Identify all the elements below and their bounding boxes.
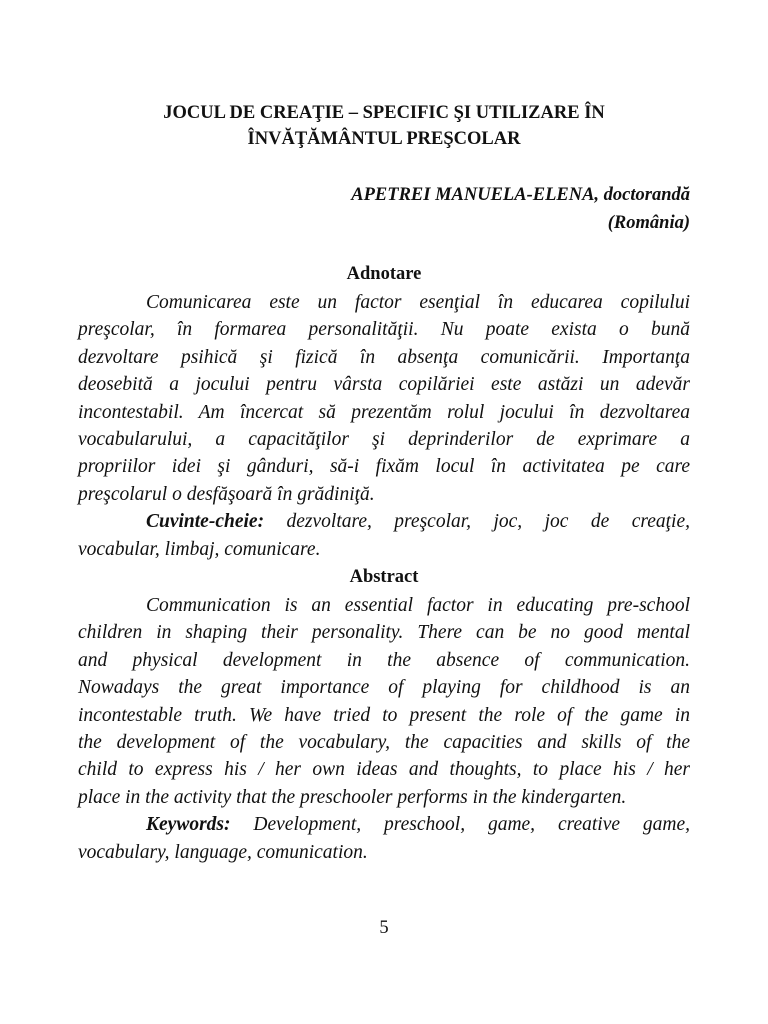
adnotare-keywords-text: dezvoltare, preşcolar, joc, joc de creaţie,	[286, 511, 690, 533]
abstract-line: incontestable truth. We have tried to present the role of the game in	[78, 704, 690, 726]
abstract-line: Communication is an essential factor in educating pre-school	[146, 595, 690, 616]
article-title	[78, 100, 690, 152]
adnotare-keywords	[78, 508, 690, 535]
abstract-line: and physical development in the absence of communication.	[78, 649, 690, 671]
adnotare-line: deosebită a jocului pentru vârsta copilăriei este astăzi un adevăr	[78, 374, 690, 396]
adnotare-heading: Adnotare	[346, 264, 422, 284]
abstract-line: the development of the vocabulary, the capacities and skills of the	[78, 732, 690, 754]
adnotare-keywords-line-2: vocabular, limbaj, comunicare.	[78, 538, 321, 560]
abstract-keywords-label: Keywords:	[146, 814, 231, 836]
abstract-keywords-text: Development, preschool, game, creative game,	[253, 814, 690, 836]
page-number: 5	[379, 918, 389, 938]
adnotare-paragraph	[78, 289, 690, 563]
adnotare-line: preşcolarul o desfăşoară în grădiniţă.	[78, 483, 375, 505]
abstract-keywords-line-2: vocabulary, language, comunication.	[78, 841, 368, 863]
adnotare-line: dezvoltare psihică şi fizică în absenţa comunicării. Importanţa	[78, 346, 690, 368]
abstract-heading: Abstract	[349, 567, 419, 587]
abstract-line: child to express his / her own ideas and thoughts, to place his / her	[78, 759, 690, 781]
abstract-keywords	[78, 811, 690, 838]
abstract-paragraph	[78, 592, 690, 866]
author-country: (România)	[607, 213, 690, 233]
abstract-line: Nowadays the great importance of playing for childhood is an	[78, 677, 690, 699]
adnotare-line: incontestabil. Am încercat să prezentăm rolul jocului în dezvoltarea	[78, 401, 690, 423]
title-line-2: ÎNVĂŢĂMÂNTUL PREŞCOLAR	[247, 129, 521, 149]
adnotare-line: vocabularului, a capacităţilor şi deprinderilor de exprimare a	[78, 429, 690, 451]
abstract-line: place in the activity that the preschooler performs in the kindergarten.	[78, 786, 627, 808]
author-name: APETREI MANUELA-ELENA, doctorandă	[351, 185, 690, 205]
title-line-1: JOCUL DE CREAŢIE – SPECIFIC ŞI UTILIZARE ÎN	[163, 103, 605, 123]
abstract-line: children in shaping their personality. There can be no good mental	[78, 622, 690, 644]
adnotare-line: propriilor idei şi gânduri, să-i fixăm locul în activitatea pe care	[78, 456, 690, 478]
adnotare-line: Comunicarea este un factor esenţial în educarea copilului	[146, 292, 690, 313]
adnotare-line: preşcolar, în formarea personalităţii. Nu poate exista o bună	[78, 319, 690, 341]
author-block	[351, 181, 690, 237]
adnotare-keywords-label: Cuvinte-cheie:	[146, 511, 265, 533]
